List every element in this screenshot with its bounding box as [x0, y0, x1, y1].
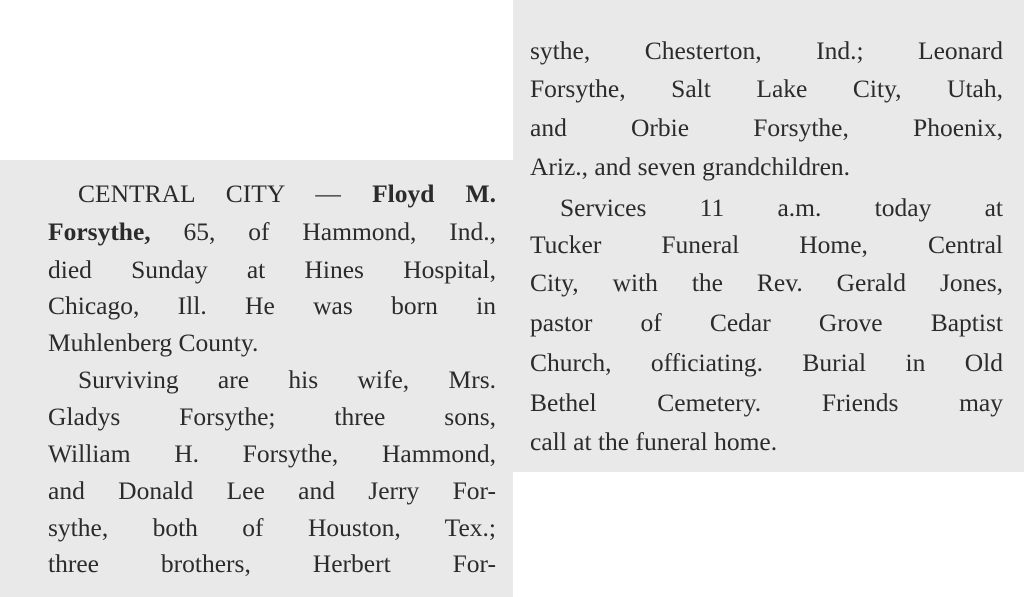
- text-line: Gladys Forsythe; three sons,: [48, 402, 496, 431]
- text-line: Bethel Cemetery. Friends may: [530, 388, 1003, 417]
- text-line: sythe, both of Houston, Tex.;: [48, 513, 496, 542]
- text-line: Tucker Funeral Home, Central: [530, 230, 1003, 259]
- text-run: CENTRAL CITY —: [78, 179, 373, 208]
- name-bold: Forsythe,: [48, 217, 151, 246]
- text-line: sythe, Chesterton, Ind.; Leonard: [530, 36, 1003, 65]
- text-line: Ariz., and seven grandchildren.: [530, 152, 851, 181]
- text-line: [48, 179, 496, 209]
- text-line: pastor of Cedar Grove Baptist: [530, 308, 1003, 337]
- text-line: William H. Forsythe, Hammond,: [48, 439, 496, 468]
- text-line: and Orbie Forsythe, Phoenix,: [530, 113, 1003, 142]
- text-line: [48, 217, 496, 247]
- text-line: Muhlenberg County.: [48, 328, 259, 357]
- text-line: call at the funeral home.: [530, 427, 778, 456]
- text-line: died Sunday at Hines Hospital,: [48, 255, 496, 284]
- text-line: Surviving are his wife, Mrs.: [78, 365, 496, 394]
- obituary-clipping-left: [0, 160, 513, 597]
- name-bold: Floyd M.: [372, 179, 496, 208]
- obituary-clipping-right: [513, 0, 1024, 472]
- text-run: 65, of Hammond, Ind.,: [150, 217, 496, 246]
- text-line: Forsythe, Salt Lake City, Utah,: [530, 74, 1003, 103]
- text-line: and Donald Lee and Jerry For-: [48, 476, 496, 505]
- text-line: Chicago, Ill. He was born in: [48, 291, 496, 320]
- text-line: City, with the Rev. Gerald Jones,: [530, 268, 1003, 297]
- text-line: Services 11 a.m. today at: [560, 193, 1003, 222]
- text-line: Church, officiating. Burial in Old: [530, 348, 1003, 377]
- text-line: three brothers, Herbert For-: [48, 549, 496, 578]
